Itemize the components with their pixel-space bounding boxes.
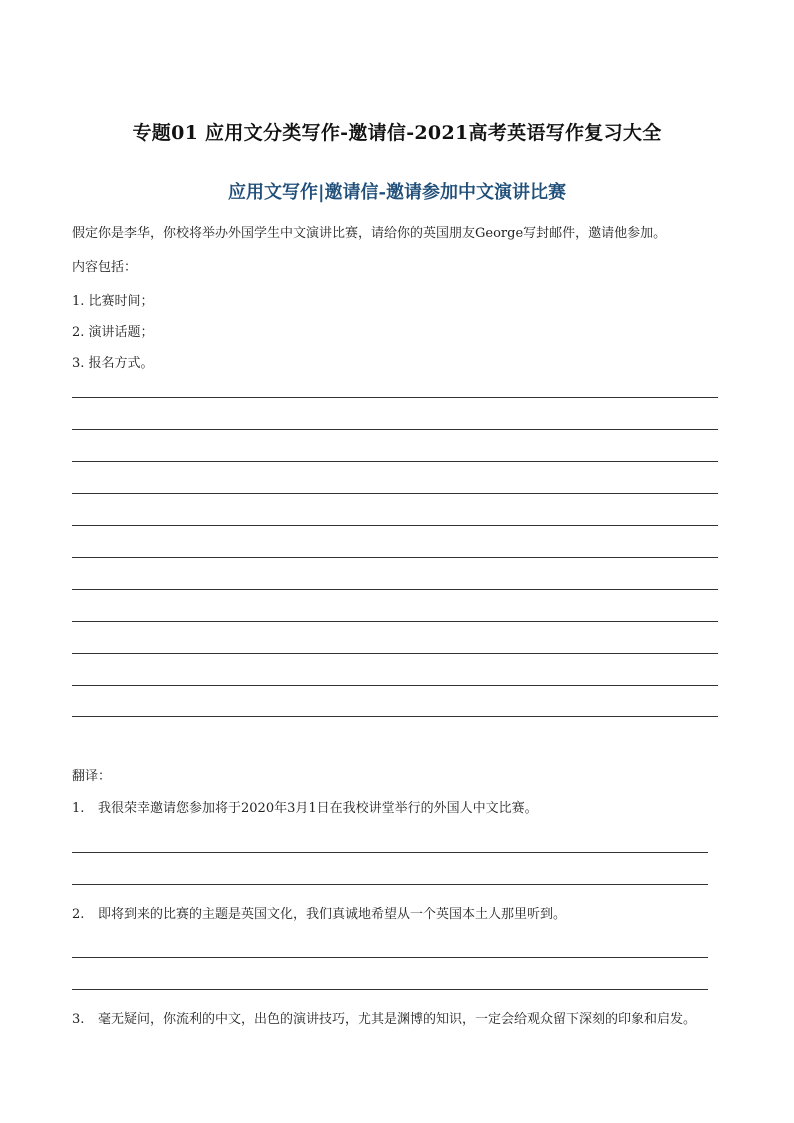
translation-item-text: 毫无疑问，你流利的中文，出色的演讲技巧，尤其是渊博的知识，一定会给观众留下深刻的印象和启发。 — [98, 1012, 697, 1027]
translation-item-number: 1. — [72, 801, 85, 816]
document-title: 专题01 应用文分类写作-邀请信-2021高考英语写作复习大全 — [132, 122, 662, 144]
writing-line[interactable] — [72, 461, 718, 462]
translation-item-text: 即将到来的比赛的主题是英国文化，我们真诚地希望从一个英国本土人那里听到。 — [98, 907, 567, 922]
prompt-item: 3. 报名方式。 — [72, 356, 154, 371]
translation-item — [72, 903, 566, 922]
writing-line[interactable] — [72, 621, 718, 622]
writing-line[interactable] — [72, 525, 718, 526]
section-title: 应用文写作|邀请信-邀请参加中文演讲比赛 — [227, 182, 567, 203]
writing-line[interactable] — [72, 653, 718, 654]
prompt-item: 1. 比赛时间； — [72, 294, 154, 309]
prompt-intro: 假定你是李华，你校将举办外国学生中文演讲比赛，请给你的英国朋友George写封邮件，邀请他参加。 — [72, 226, 667, 241]
translation-item-text: 我很荣幸邀请您参加将于2020年3月1日在我校讲堂举行的外国人中文比赛。 — [98, 801, 538, 816]
prompt-item: 2. 演讲话题； — [72, 325, 154, 340]
translation-label: 翻译： — [72, 769, 112, 784]
writing-line[interactable] — [72, 397, 718, 398]
writing-line[interactable] — [72, 716, 718, 717]
prompt-content-label: 内容包括： — [72, 260, 138, 275]
answer-line[interactable] — [72, 957, 708, 958]
writing-line[interactable] — [72, 557, 718, 558]
writing-line[interactable] — [72, 493, 718, 494]
answer-line[interactable] — [72, 989, 708, 990]
translation-item-number: 3. — [72, 1012, 85, 1027]
answer-line[interactable] — [72, 852, 708, 853]
writing-line[interactable] — [72, 685, 718, 686]
writing-line[interactable] — [72, 589, 718, 590]
translation-item — [72, 797, 538, 816]
translation-item-number: 2. — [72, 907, 85, 922]
answer-line[interactable] — [72, 884, 708, 885]
translation-item — [72, 1008, 696, 1027]
writing-line[interactable] — [72, 429, 718, 430]
